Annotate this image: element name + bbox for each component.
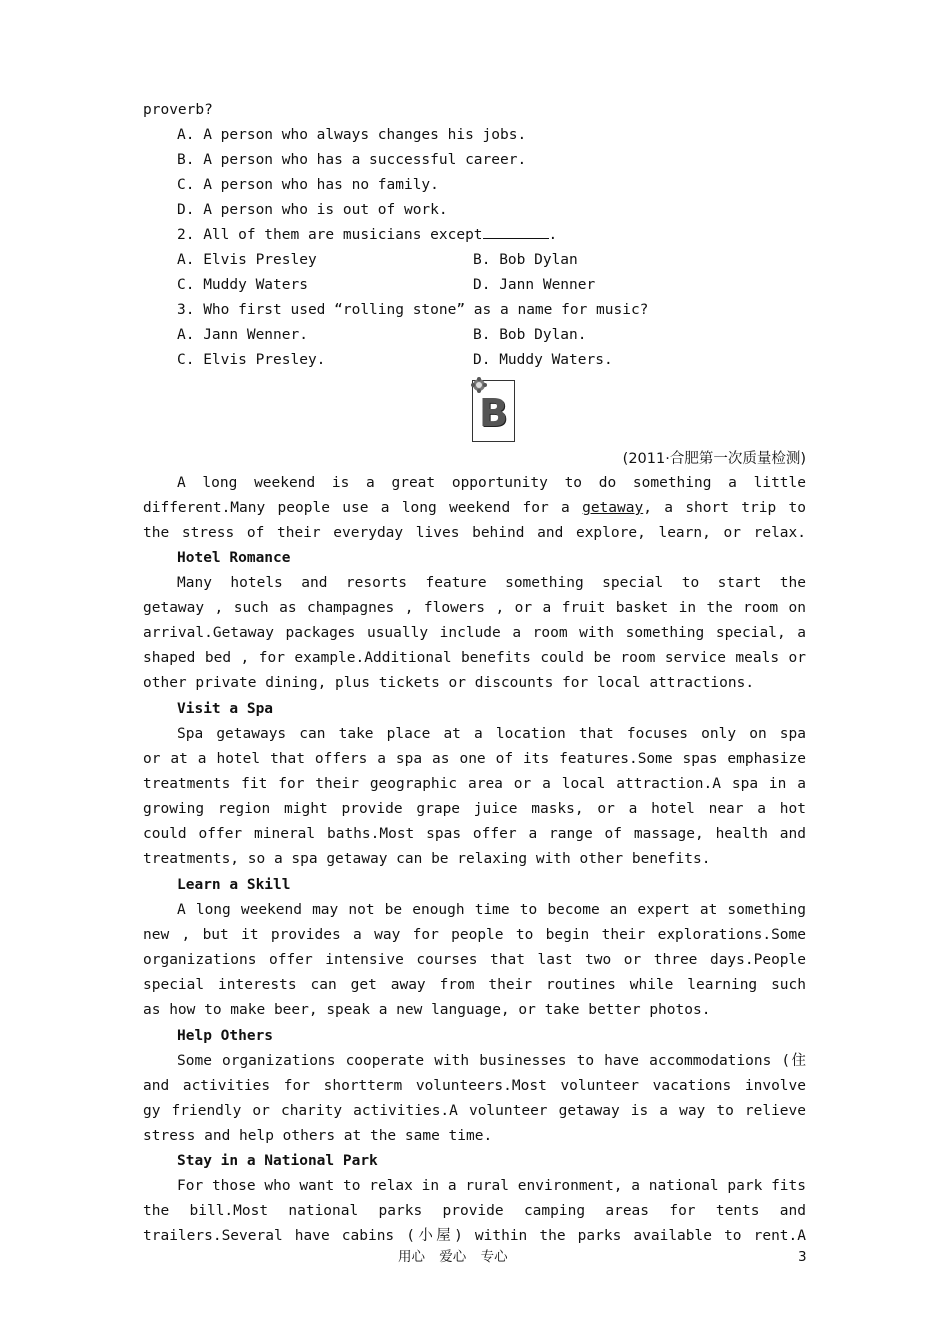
intro-line-2 — [143, 496, 806, 521]
q2-options-row-2 — [177, 273, 806, 298]
q3-options-row-1 — [177, 323, 806, 348]
paragraph-line: treatments, so a spa getaway can be relaxing with other benefits. — [143, 851, 711, 867]
q2-option-b: B. Bob Dylan — [473, 252, 578, 268]
paragraph-line: other private dining, plus tickets or discounts for local attractions. — [143, 675, 755, 691]
q2-stem-end: . — [548, 227, 558, 243]
section-heading: Hotel Romance — [177, 550, 291, 566]
paragraph-line: A long weekend may not be enough time to become an expert at something — [177, 902, 806, 918]
paragraph-line: growing region might provide grape juice masks, or a hotel near a hot — [143, 801, 806, 817]
paragraph-line: could offer mineral baths.Most spas offer a range of massage, health and — [143, 826, 806, 842]
footer-motto: 用心 爱心 专心 — [398, 1249, 508, 1265]
q3-option-c: C. Elvis Presley. — [177, 352, 326, 368]
answer-blank — [483, 224, 549, 239]
page-number: 3 — [798, 1249, 807, 1265]
paragraph-line: stress and help others at the same time. — [143, 1128, 493, 1144]
section-heading: Help Others — [177, 1028, 274, 1044]
q2-options-row-1 — [177, 248, 806, 273]
q1-option-c: C. A person who has no family. — [177, 177, 439, 193]
q2-stem — [177, 223, 806, 248]
paragraph-line: organizations offer intensive courses that last two or three days.People — [143, 952, 806, 968]
paragraph-line: Spa getaways can take place at a location that focuses only on spa — [177, 726, 806, 742]
q2-option-a: A. Elvis Presley — [177, 252, 317, 268]
paragraph-line: Many hotels and resorts feature something special to start the — [177, 575, 806, 591]
paragraph-line: special interests can get away from their routines while learning such — [143, 977, 806, 993]
q2-stem-text: 2. All of them are musicians except — [177, 227, 483, 243]
paragraph-line: or at a hotel that offers a spa as one of its features.Some spas emphasize — [143, 751, 806, 767]
q3-option-d: D. Muddy Waters. — [473, 352, 613, 368]
paragraph-line: treatments fit for their geographic area or a local attraction.A spa in a — [143, 776, 806, 792]
intro-line-1: A long weekend is a great opportunity to do something a little — [177, 475, 806, 491]
section-letter: B — [479, 391, 508, 435]
q1-option-d: D. A person who is out of work. — [177, 202, 448, 218]
section-b-badge — [472, 380, 515, 442]
q1-stem-tail: proverb? — [143, 102, 213, 118]
paragraph-line: the bill.Most national parks provide camping areas for tents and — [143, 1203, 806, 1219]
q2-option-c: C. Muddy Waters — [177, 277, 308, 293]
paragraph-line: shaped bed , for example.Additional benefits could be room service meals or — [143, 650, 806, 666]
paragraph-line: trailers.Several have cabins (小屋) within the parks available to rent.A — [143, 1228, 806, 1244]
intro-line-3: the stress of their everyday lives behind and explore, learn, or relax. — [143, 525, 806, 541]
section-heading: Learn a Skill — [177, 877, 291, 893]
paragraph-line: arrival.Getaway packages usually include a room with something special, a — [143, 625, 806, 641]
intro-line-2-post: , a short trip to — [643, 500, 806, 516]
q2-option-d: D. Jann Wenner — [473, 277, 596, 293]
underlined-word: getaway — [582, 500, 644, 516]
paragraph-line: getaway , such as champagnes , flowers , or a fruit basket in the room on — [143, 600, 806, 616]
paragraph-line: gy friendly or charity activities.A volunteer getaway is a way to relieve — [143, 1103, 806, 1119]
q1-option-a: A. A person who always changes his jobs. — [177, 127, 527, 143]
paragraph-line: and activities for shortterm volunteers.Most volunteer vacations involve — [143, 1078, 806, 1094]
section-heading: Visit a Spa — [177, 701, 274, 717]
paragraph-line: For those who want to relax in a rural environment, a national park fits — [177, 1178, 806, 1194]
paragraph-line: Some organizations cooperate with businesses to have accommodations (住 — [177, 1053, 806, 1069]
q3-options-row-2 — [177, 348, 806, 373]
paragraph-line: as how to make beer, speak a new language, or take better photos. — [143, 1002, 711, 1018]
q3-option-a: A. Jann Wenner. — [177, 327, 308, 343]
section-heading: Stay in a National Park — [177, 1153, 378, 1169]
q3-option-b: B. Bob Dylan. — [473, 327, 587, 343]
q1-option-b: B. A person who has a successful career. — [177, 152, 527, 168]
paragraph-line: new , but it provides a way for people to begin their explorations.Some — [143, 927, 806, 943]
passage-source: (2011·合肥第一次质量检测) — [622, 451, 806, 467]
intro-line-2-pre: different.Many people use a long weekend for a — [143, 500, 570, 516]
q3-stem: 3. Who first used “rolling stone” as a name for music? — [177, 302, 649, 318]
